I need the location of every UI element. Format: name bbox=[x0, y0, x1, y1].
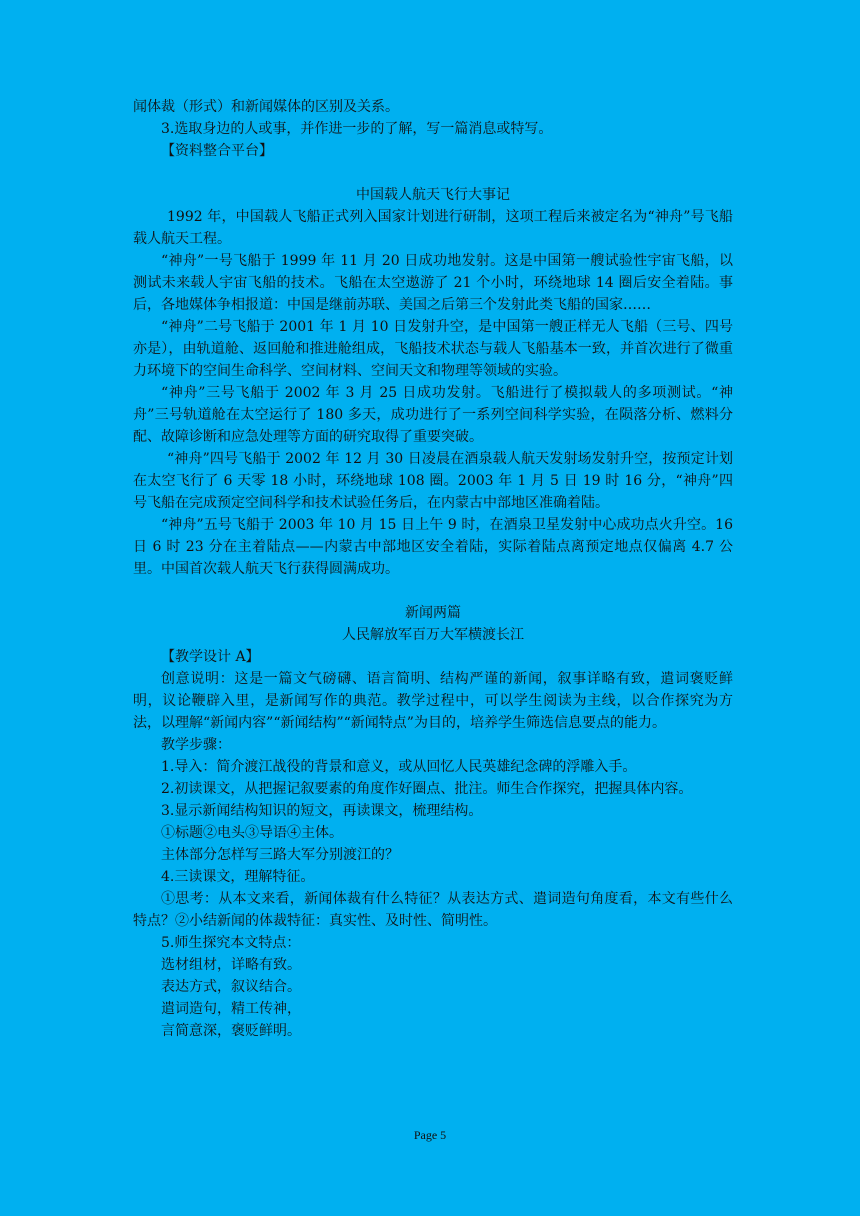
creative-note: 创意说明：这是一篇文气磅礴、语言简明、结构严谨的新闻，叙事详略有致，遣词褒贬鲜明，议论鞭辟入里，是新闻写作的典范。教学过程中，可以学生阅读为主线，以合作探究为方法，以理解“新闻内容”“新闻结构”“新闻特点”为目的，培养学生筛选信息要点的能力。 bbox=[133, 671, 733, 731]
document-body bbox=[133, 96, 733, 1042]
record-paragraph: 1992 年，中国载人飞船正式列入国家计划进行研制，这项工程后来被定名为“神舟”号飞船载人航天工程。 bbox=[133, 209, 733, 247]
step-item: 5.师生探究本文特点： bbox=[161, 935, 301, 951]
news-section-title: 新闻两篇 bbox=[405, 605, 461, 621]
teaching-design-heading: 【教学设计 A】 bbox=[161, 649, 260, 665]
step-item: 2.初读课文，从把握记叙要素的角度作好圈点、批注。师生合作探究，把握具体内容。 bbox=[161, 781, 693, 797]
intro-line-2: 3.选取身边的人或事，并作进一步的了解，写一篇消息或特写。 bbox=[161, 121, 553, 137]
record-paragraph: “神舟”二号飞船于 2001 年 1 月 10 日发射升空，是中国第一艘正样无人飞船（三号、四号亦是），由轨道舱、返回舱和推进舱组成，飞船技术状态与载人飞船基本一致，并首次进行了微重力环境下的空间生命科学、空间材料、空间天文和物理等领域的实验。 bbox=[133, 319, 733, 379]
record-paragraph: “神舟”三号飞船于 2002 年 3 月 25 日成功发射。飞船进行了模拟载人的多项测试。“神舟”三号轨道舱在太空运行了 180 多天，成功进行了一系列空间科学实验，在陨落分析、燃料分配、故障诊断和应急处理等方面的研究取得了重要突破。 bbox=[133, 385, 733, 445]
intro-line-1: 闻体裁（形式）和新闻媒体的区别及关系。 bbox=[133, 99, 399, 115]
step-item: 言简意深，褒贬鲜明。 bbox=[161, 1023, 301, 1039]
page-number: Page 5 bbox=[413, 1128, 447, 1142]
step-item: 选材组材，详略有致。 bbox=[161, 957, 301, 973]
step-item: 4.三读课文，理解特征。 bbox=[161, 869, 315, 885]
step-item: 1.导入：简介渡江战役的背景和意义，或从回忆人民英雄纪念碑的浮雕入手。 bbox=[161, 759, 637, 775]
step-item: ①思考：从本文来看，新闻体裁有什么特征？从表达方式、遣词造句角度看，本文有些什么特点？②小结新闻的体裁特征：真实性、及时性、简明性。 bbox=[133, 891, 733, 929]
step-item: 主体部分怎样写三路大军分别渡江的？ bbox=[161, 847, 399, 863]
step-item: 遣词造句，精工传神， bbox=[161, 1001, 301, 1017]
step-item: ①标题②电头③导语④主体。 bbox=[161, 825, 343, 841]
record-paragraph: “神舟”一号飞船于 1999 年 11 月 20 日成功地发射。这是中国第一艘试验性宇宙飞船，以测试未来载人宇宙飞船的技术。飞船在太空遨游了 21 个小时，环绕地球 14 圈后安全着陆。事后，各地媒体争相报道：中国是继前苏联、美国之后第三个发射此类飞船的国家…… bbox=[133, 253, 733, 313]
record-title: 中国载人航天飞行大事记 bbox=[356, 187, 510, 203]
record-paragraph: “神舟”五号飞船于 2003 年 10 月 15 日上午 9 时，在酒泉卫星发射中心成功点火升空。16 日 6 时 23 分在主着陆点——内蒙古中部地区安全着陆，实际着陆点离预定地点仅偏离 4.7 公里。中国首次载人航天飞行获得圆满成功。 bbox=[133, 517, 733, 577]
resource-platform-heading: 【资料整合平台】 bbox=[161, 143, 273, 159]
steps-heading: 教学步骤： bbox=[161, 737, 231, 753]
step-item: 表达方式，叙议结合。 bbox=[161, 979, 301, 995]
step-item: 3.显示新闻结构知识的短文，再读课文，梳理结构。 bbox=[161, 803, 483, 819]
news-article-title: 人民解放军百万大军横渡长江 bbox=[342, 627, 524, 643]
record-paragraph: “神舟”四号飞船于 2002 年 12 月 30 日凌晨在酒泉载人航天发射场发射升空，按预定计划在太空飞行了 6 天零 18 小时，环绕地球 108 圈。2003 年 1 月 5 日 19 时 16 分，“神舟”四号飞船在完成预定空间科学和技术试验任务后，在内蒙古中部地区准确着陆。 bbox=[133, 451, 733, 511]
